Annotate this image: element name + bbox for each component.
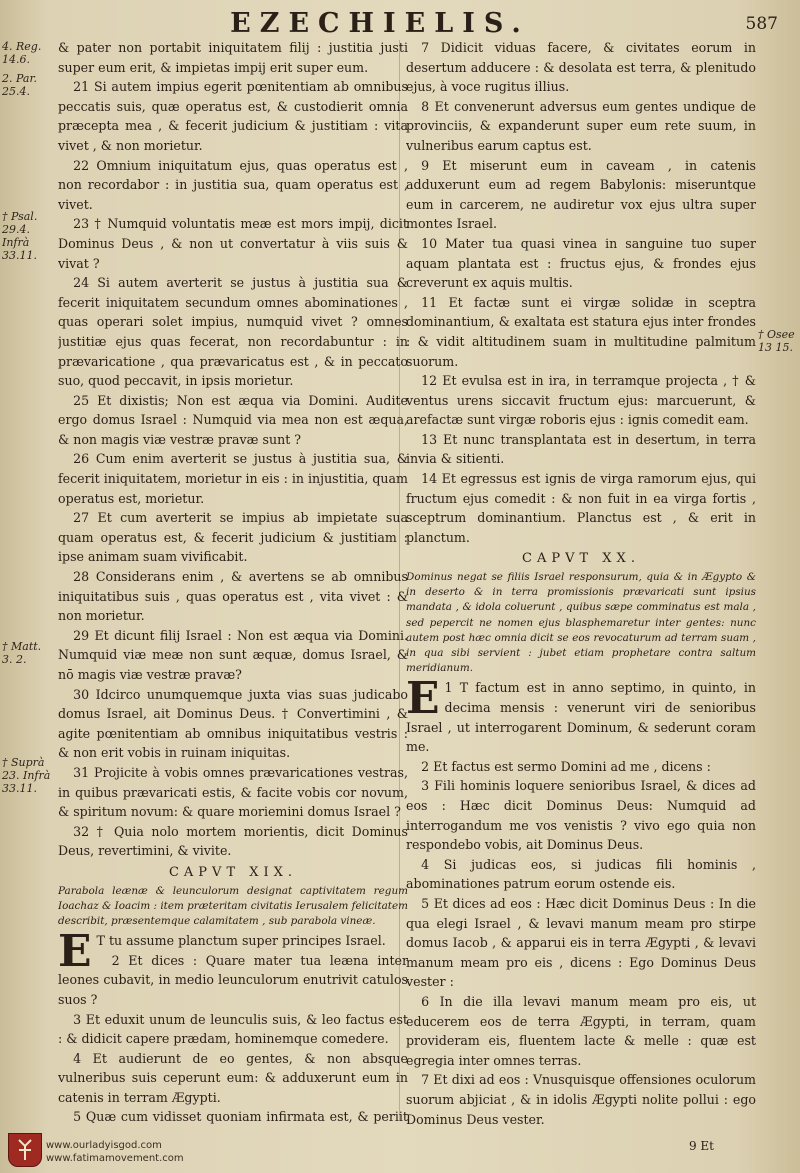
footer-link[interactable]: www.ourladyisgod.com [46,1140,162,1151]
margin-note: 4. Reg. 14.6. [2,40,42,66]
running-title: EZECHIELIS. [230,8,530,39]
margin-note: 2. Par. 25.4. [2,72,38,98]
chapter-heading: CAPVT XX. [522,551,640,567]
footer [46,1139,184,1165]
verse-opening [406,673,756,756]
verse: 31 Projicite à vobis omnes prævaricationes vestras, in quibus prævaricati estis, & facite vobis cor novum, & spiritum novum: & quare moriemini domus Israel ? [58,764,408,820]
verse-opening [58,926,408,978]
left-column [58,38,408,1128]
verse: 2 Et dices : Quare mater tua leæna inter leones cubavit, in medio leunculorum enutrivit catulos suos ? [58,952,408,1007]
verse: 14 Et egressus est ignis de virga ramorum ejus, qui fructum ejus comedit : & non fuit in ea virga fortis , sceptrum dominantium. Planctus est , & erit in planctum. [406,471,756,545]
verse: 12 Et evulsa est in ira, in terramque projecta , † & ventus urens siccavit fructum ejus: marcuerunt, & arefactæ sunt virgæ roboris ejus : ignis comedit eam. [406,373,756,428]
chapter-summary: Dominus negat se filiis Israel responsurum, quia & in Ægypto & in deserto & in terra promissionis prævaricati sunt ipsius mandata , & idola coluerunt , quibus sæpe comminatus est mala , sed pepercit ne nomen ejus blasphemaretur inter gentes: nunc autem post hæc omnia dicit se eos revocaturum ad terram suam , in qua sibi servient : jubet etiam prophetare contra saltum meridianum. [406,571,756,675]
verse: 22 Omnium iniquitatum ejus, quas operatus est , non recordabor : in justitia sua, quam operatus est , vivet. [58,157,408,212]
verse: 5 Quæ cum vidisset quoniam infirmata est, & periit [73,1109,408,1125]
verse-text: T tu assume planctum super principes Israel. [96,933,386,949]
catchword: 9 Et [688,1139,714,1153]
verse: 13 Et nunc transplantata est in desertum, in terra invia & sitienti. [406,431,756,467]
drop-cap: E [58,926,92,978]
verse: 24 Si autem averterit se justus à justitia sua & fecerit iniquitatem secundum omnes abominationes , quas operari solet impius, numquid vivet ? omnes justitiæ ejus quas fecerat, non recordabuntur : in prævaricatione , qua prævaricatus est , & in peccato suo, quod peccavit, in ipsis morietur. [58,275,408,389]
verse: 32 † Quia nolo mortem morientis, dicit Dominus Deus, revertimini, & vivite. [58,823,408,859]
verse: 27 Et cum averterit se impius ab impietate sua quam operatus est, & fecerit judicium & justitiam : ipse animam suam vivificabit. [58,510,408,565]
footer-link[interactable]: www.fatimamovement.com [46,1153,184,1164]
margin-note: † Psal. 29.4. Infrà 33.11. [2,210,38,262]
margin-note: † Suprà 23. Infrà 33.11. [2,756,51,795]
verse: 21 Si autem impius egerit pœnitentiam ab omnibus peccatis suis, quæ operatus est, & custodierit omnia præcepta mea , & fecerit judicium & justitiam : vita vivet , & non morietur. [58,79,408,153]
verse: & pater non portabit iniquitatem filij : justitia justi super eum erit, & impietas impij erit super eum. [58,40,408,75]
verse: 25 Et dixistis; Non est æqua via Domini. Audite ergo domus Israel : Numquid via mea non est æqua, & non magis viæ vestræ pravæ sunt ? [58,392,408,447]
verse: 8 Et convenerunt adversus eum gentes undique de provinciis, & expanderunt super eum rete suum, in vulneribus earum captus est. [406,98,756,153]
verse: 5 Et dices ad eos : Hæc dicit Dominus Deus : In die qua elegi Israel , & levavi manum meam pro stirpe domus Iacob , & apparui eis in terra Ægypti , & levavi manum meam pro eis , dicens : Ego Dominus Deus vester : [406,895,756,990]
chapter-heading: CAPVT XIX. [168,864,298,880]
verse: 4 Et audierunt de eo gentes, & non absque vulneribus suis ceperunt eum: & adduxerunt eum in catenis in terram Ægypti. [58,1050,408,1105]
margin-note: † Osee 13 15. [758,328,795,354]
chapter-summary: Parabola leænæ & leunculorum designat captivitatem regum Ioachaz & Ioacim : item præteritam civitatis Ierusalem felicitatem describit, præsentemque calamitatem , sub parabola vineæ. [58,884,408,927]
right-column [406,38,756,1128]
verse: 7 Didicit viduas facere, & civitates eorum in desertum adducere : & desolata est terra, & plenitudo ejus, à voce rugitus illius. [406,40,756,95]
verse: 6 In die illa levavi manum meam pro eis, ut educerem eos de terra Ægypti, in terram, quam provideram eis, fluentem lacte & melle : quæ est egregia inter omnes terras. [406,993,756,1068]
verse: 7 Et dixi ad eos : Vnusquisque offensiones oculorum suorum abjiciat , & in idolis Ægypti nolite pollui : ego Dominus Deus vester. [406,1072,756,1127]
verse: 29 Et dicunt filij Israel : Non est æqua via Domini. Numquid viæ meæ non sunt æquæ, domus Israel, & nō magis viæ vestræ pravæ? [58,627,408,682]
verse: 23 † Numquid voluntatis meæ est mors impij, dicit Dominus Deus , & non ut convertatur à viis suis & vivat ? [58,216,408,271]
verse: 11 Et factæ sunt ei virgæ solidæ in sceptra dominantium, & exaltata est statura ejus inter frondes : & vidit altitudinem suam in multitudine palmitum suorum. [406,294,756,369]
running-head [0,8,800,38]
verse-text: 1 T factum est in anno septimo, in quinto, in decima mensis : venerunt viri de senioribus Israel , ut interrogarent Dominum, & sederunt coram me. [406,680,756,755]
page-number: 587 [745,14,778,34]
publisher-crest-icon [8,1133,42,1167]
verse: 3 Fili hominis loquere senioribus Israel, & dices ad eos : Hæc dicit Dominus Deus: Numquid ad interrogandum me vos venistis ? vivo ego quia non respondebo vobis, ait Dominus Deus. [406,778,756,853]
verse: 28 Considerans enim , & avertens se ab omnibus iniquitatibus suis , quas operatus est , vita vivet : & non morietur. [58,569,408,624]
verse: 3 Et eduxit unum de leunculis suis, & leo factus est : & didicit capere prædam, hominemque comedere. [58,1011,408,1047]
verse: 26 Cum enim averterit se justus à justitia sua, & fecerit iniquitatem, morietur in eis : in injustitia, quam operatus est, morietur. [58,451,408,506]
drop-cap: E [406,673,440,725]
verse: 10 Mater tua quasi vinea in sanguine tuo super aquam plantata est : fructus ejus, & frondes ejus creverunt ex aquis multis. [406,235,756,291]
verse: 30 Idcirco unumquemque juxta vias suas judicabo domus Israel, ait Dominus Deus. † Convertimini , & agite pœnitentiam ab omnibus iniquitatibus vestris : & non erit vobis in ruinam iniquitas. [58,686,408,761]
margin-note: † Matt. 3. 2. [2,640,42,666]
verse: 2 Et factus est sermo Domini ad me , dicens : [421,758,711,774]
verse: 9 Et miserunt eum in caveam , in catenis adduxerunt eum ad regem Babylonis: miseruntque eum in carcerem, ne audiretur vox ejus ultra super montes Israel. [406,157,756,232]
verse: 4 Si judicas eos, si judicas fili hominis , abominationes patrum eorum ostende eis. [406,856,756,892]
